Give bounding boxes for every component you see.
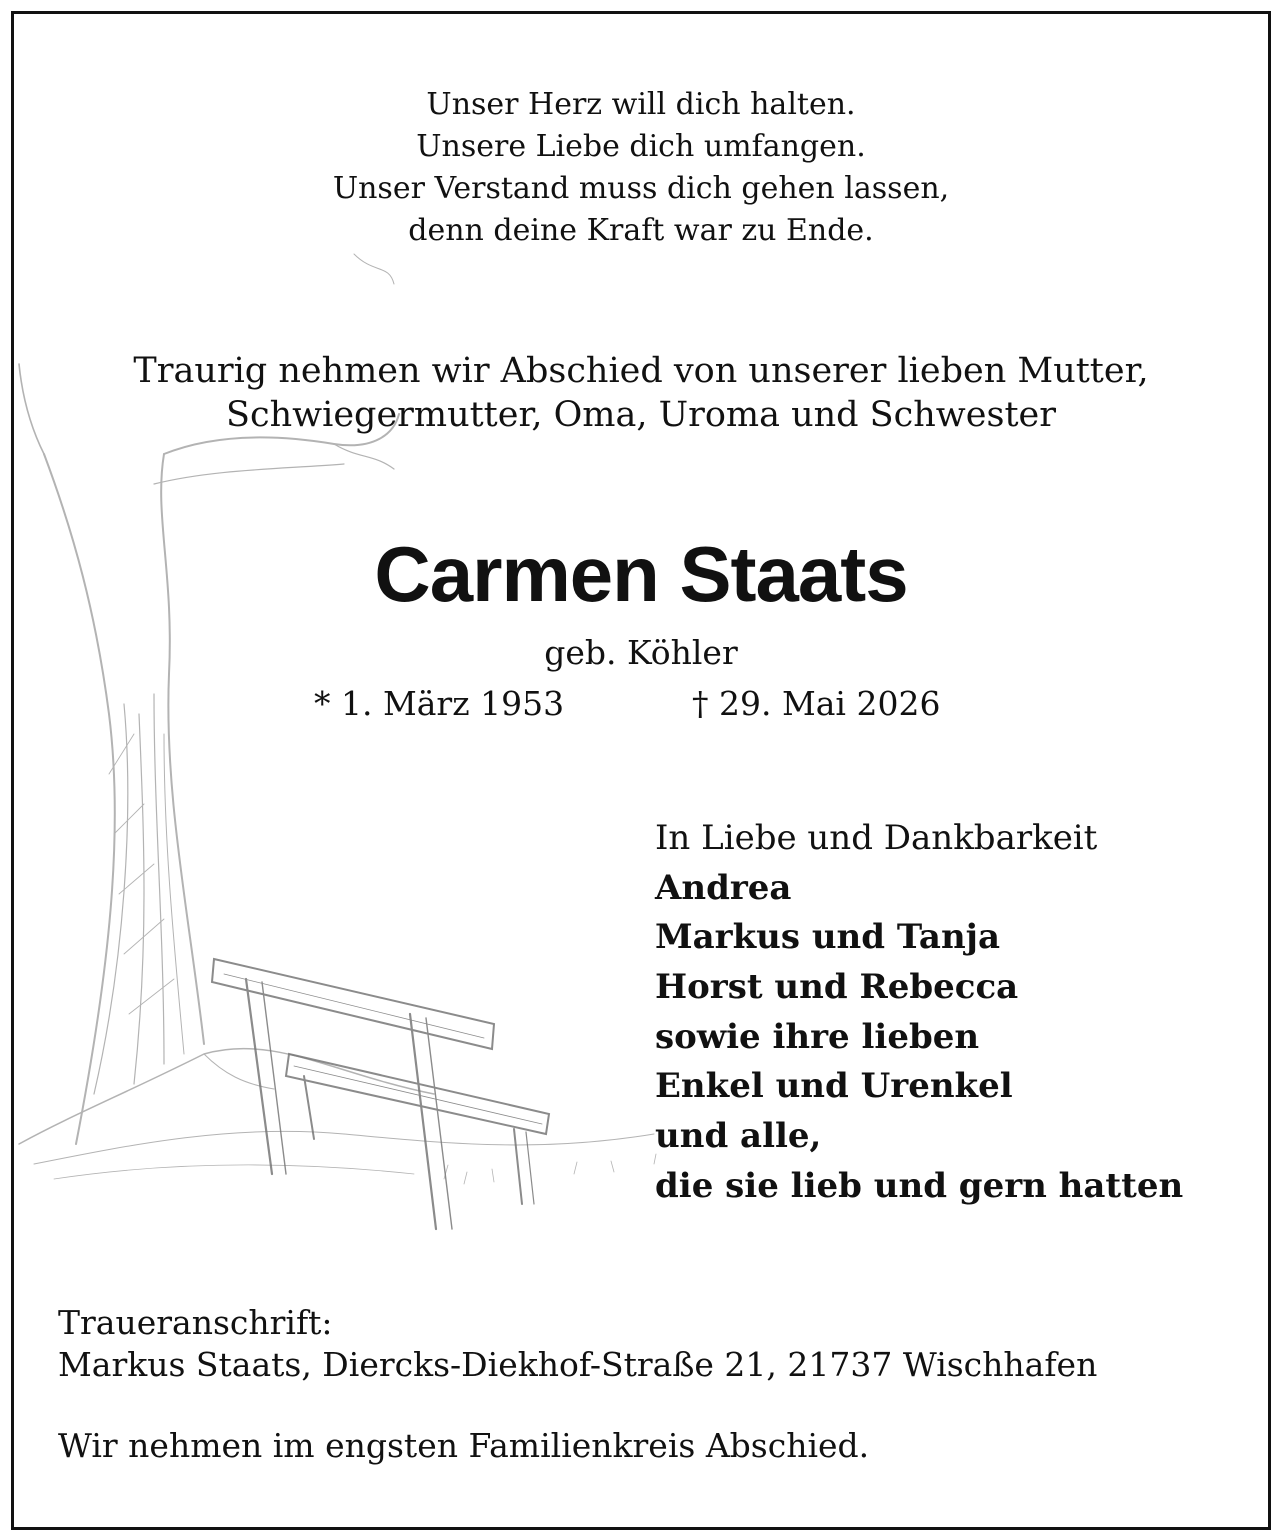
mourner-name: Horst und Rebecca <box>655 967 1019 1008</box>
mourning-address <box>58 1302 1097 1386</box>
farewell-intro <box>14 349 1268 437</box>
poem-line: Unsere Liebe dich umfangen. <box>416 129 866 164</box>
poem-line: denn deine Kraft war zu Ende. <box>408 213 874 248</box>
deceased-name: Carmen Staats <box>374 530 908 618</box>
obituary-card <box>11 11 1271 1530</box>
mourner-name: Enkel und Urenkel <box>655 1066 1013 1107</box>
intro-line: Traurig nehmen wir Abschied von unserer lieben Mutter, <box>133 351 1149 391</box>
mourners-list <box>655 814 1183 1212</box>
birth-date: * 1. März 1953 <box>314 684 565 723</box>
mourner-name: sowie ihre lieben <box>655 1016 980 1057</box>
maiden-name: geb. Köhler <box>544 633 738 672</box>
poem-line: Unser Verstand muss dich gehen lassen, <box>332 171 950 206</box>
mourner-name: Markus und Tanja <box>655 917 1001 958</box>
farewell-note: Wir nehmen im engsten Familienkreis Abschied. <box>58 1426 870 1465</box>
mourner-name: Andrea <box>655 867 792 908</box>
address-value: Markus Staats, Diercks-Diekhof-Straße 21, 21737 Wischhafen <box>58 1345 1098 1384</box>
address-label: Traueranschrift: <box>58 1303 333 1342</box>
mourner-name: und alle, <box>655 1116 822 1157</box>
poem-line: Unser Herz will dich halten. <box>426 87 856 122</box>
intro-line: Schwiegermutter, Oma, Uroma und Schwester <box>226 395 1056 435</box>
poem <box>14 84 1268 252</box>
mourner-name: die sie lieb und gern hatten <box>655 1165 1184 1206</box>
mourners-intro: In Liebe und Dankbarkeit <box>655 818 1098 858</box>
death-date: † 29. Mai 2026 <box>692 684 941 723</box>
